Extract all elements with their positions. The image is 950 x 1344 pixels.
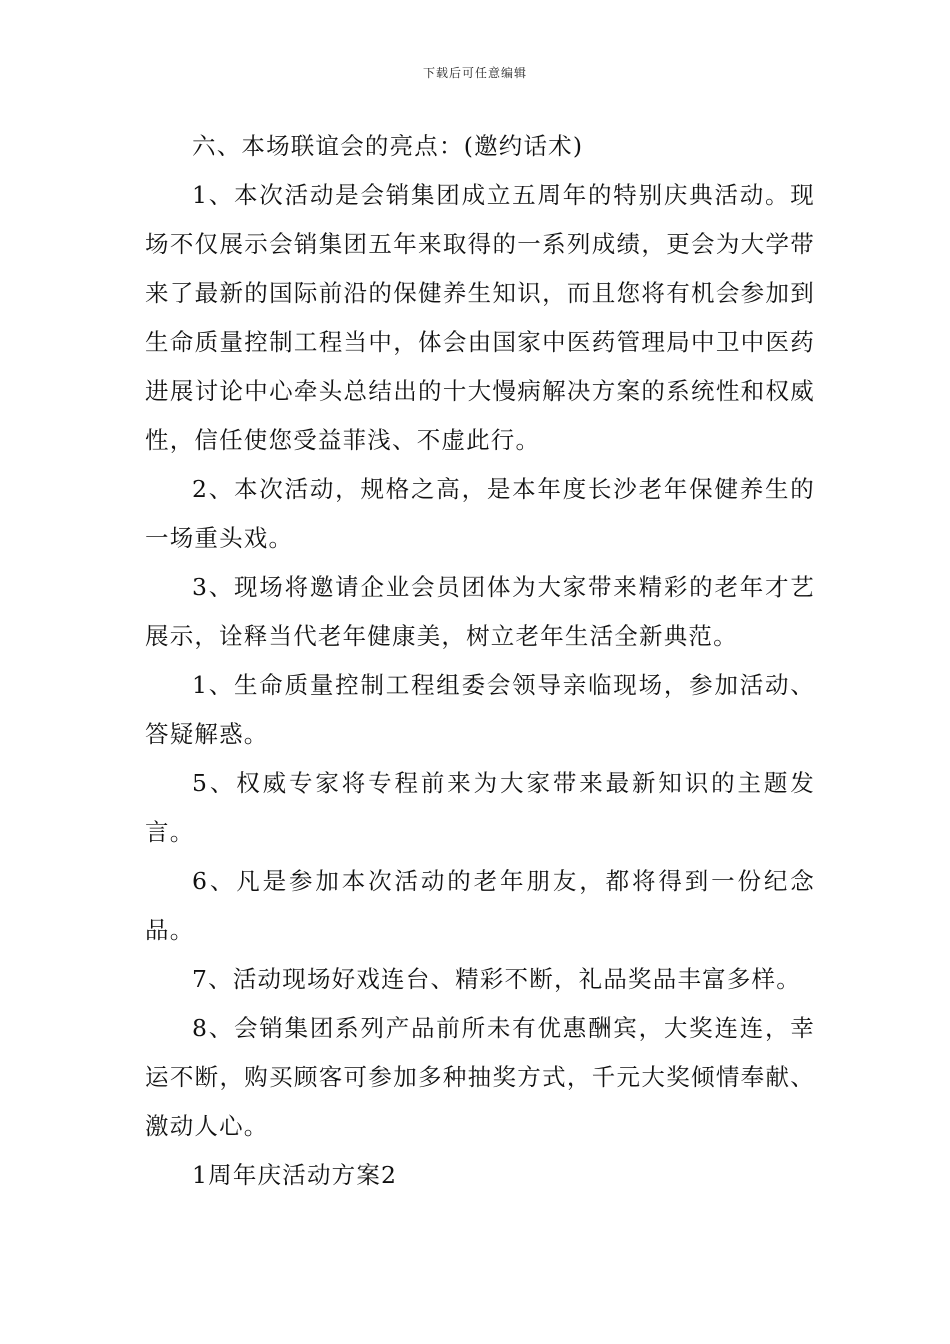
paragraph-item-2: 2、本次活动，规格之高，是本年度长沙老年保健养生的一场重头戏。 xyxy=(145,475,815,552)
paragraph-item-3: 3、现场将邀请企业会员团体为大家带来精彩的老年才艺展示，诠释当代老年健康美，树立老年生活全新典范。 xyxy=(145,573,815,650)
paragraph-item-4: 1、生命质量控制工程组委会领导亲临现场，参加活动、答疑解惑。 xyxy=(145,671,815,748)
section-heading-highlights: 六、本场联谊会的亮点：(邀约话术) xyxy=(192,132,584,160)
paragraph-item-8: 8、会销集团系列产品前所未有优惠酬宾，大奖连连，幸运不断，购买顾客可参加多种抽奖方式，千元大奖倾情奉献、激动人心。 xyxy=(145,1014,815,1140)
page-header: 下载后可任意编辑 xyxy=(422,66,527,80)
paragraph-item-5: 5、权威专家将专程前来为大家带来最新知识的主题发言。 xyxy=(145,769,815,846)
section-title-plan-2: 1周年庆活动方案2 xyxy=(192,1161,398,1189)
document-body xyxy=(145,122,815,1200)
paragraph-item-6: 6、凡是参加本次活动的老年朋友，都将得到一份纪念品。 xyxy=(145,867,815,944)
paragraph-item-7: 7、活动现场好戏连台、精彩不断，礼品奖品丰富多样。 xyxy=(192,965,801,993)
paragraph-item-1: 1、本次活动是会销集团成立五周年的特别庆典活动。现场不仅展示会销集团五年来取得的一系列成绩，更会为大学带来了最新的国际前沿的保健养生知识，而且您将有机会参加到生命质量控制工程当中，体会由国家中医药管理局中卫中医药进展讨论中心牵头总结出的十大慢病解决方案的系统性和权威性，信任使您受益菲浅、不虚此行。 xyxy=(145,181,815,454)
